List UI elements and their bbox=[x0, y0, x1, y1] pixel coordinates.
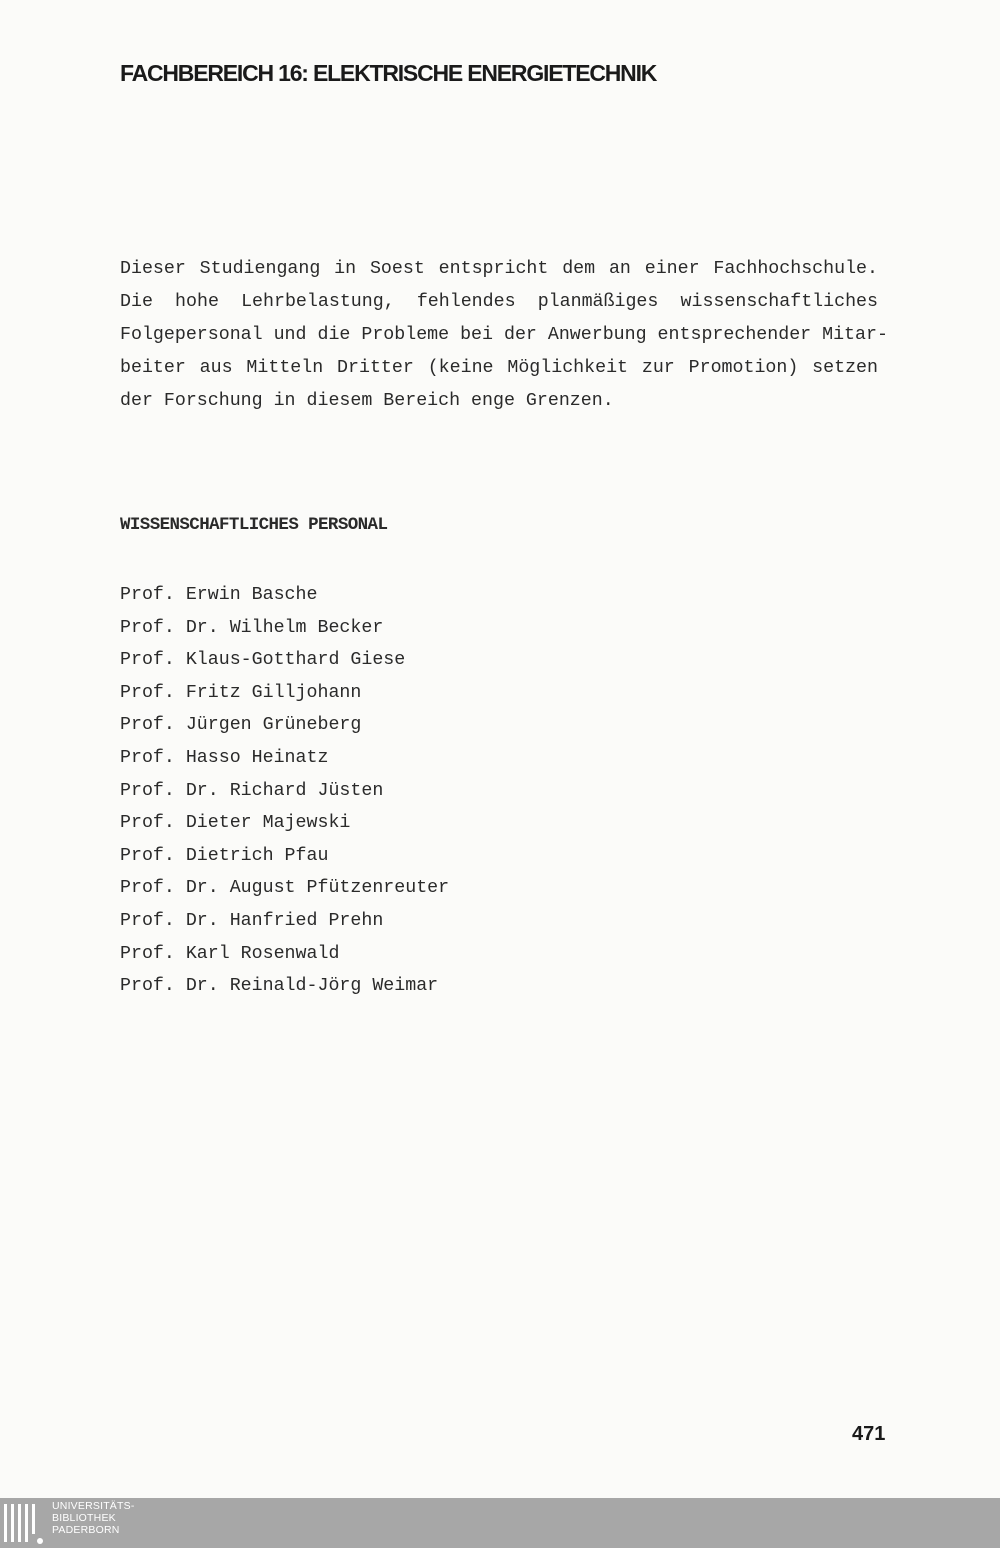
library-name-line: PADERBORN bbox=[52, 1524, 120, 1536]
list-item: Prof. Erwin Basche bbox=[120, 585, 318, 605]
list-item: Prof. Dr. Richard Jüsten bbox=[120, 780, 384, 801]
library-name-line: BIBLIOTHEK bbox=[52, 1512, 116, 1524]
intro-line: der Forschung in diesem Bereich enge Grenzen. bbox=[120, 391, 614, 411]
library-name-line: UNIVERSITÄTS- bbox=[52, 1500, 135, 1512]
list-item: Prof. Dr. Reinald-Jörg Weimar bbox=[120, 976, 439, 997]
intro-line: Die hohe Lehrbelastung, fehlendes planmäßiges wissenschaftliches bbox=[120, 292, 878, 312]
list-item: Prof. Dr. Wilhelm Becker bbox=[120, 617, 384, 638]
library-name bbox=[52, 1500, 135, 1536]
section-heading-staff: WISSENSCHAFTLICHES PERSONAL bbox=[120, 515, 388, 535]
list-item: Prof. Jürgen Grüneberg bbox=[120, 715, 362, 736]
list-item: Prof. Fritz Gilljohann bbox=[120, 682, 362, 703]
intro-line: Dieser Studiengang in Soest entspricht dem an einer Fachhochschule. bbox=[120, 259, 878, 279]
list-item: Prof. Dietrich Pfau bbox=[120, 845, 329, 866]
intro-paragraph bbox=[120, 253, 888, 418]
page-number: 471 bbox=[852, 1423, 886, 1445]
intro-line: Folgepersonal und die Probleme bei der Anwerbung entsprechender Mitar- bbox=[120, 325, 888, 345]
footer-bar bbox=[0, 1498, 1000, 1548]
list-item: Prof. Karl Rosenwald bbox=[120, 943, 340, 964]
staff-list bbox=[120, 579, 449, 1003]
intro-line: beiter aus Mitteln Dritter (keine Möglichkeit zur Promotion) setzen bbox=[120, 358, 878, 378]
list-item: Prof. Dr. Hanfried Prehn bbox=[120, 910, 384, 931]
page-title: FACHBEREICH 16: ELEKTRISCHE ENERGIETECHNIK bbox=[120, 60, 657, 86]
list-item: Prof. Dr. August Pfützenreuter bbox=[120, 878, 450, 899]
list-item: Prof. Dieter Majewski bbox=[120, 813, 351, 834]
list-item: Prof. Hasso Heinatz bbox=[120, 747, 329, 768]
list-item: Prof. Klaus-Gotthard Giese bbox=[120, 650, 406, 671]
library-logo-icon bbox=[4, 1502, 44, 1546]
